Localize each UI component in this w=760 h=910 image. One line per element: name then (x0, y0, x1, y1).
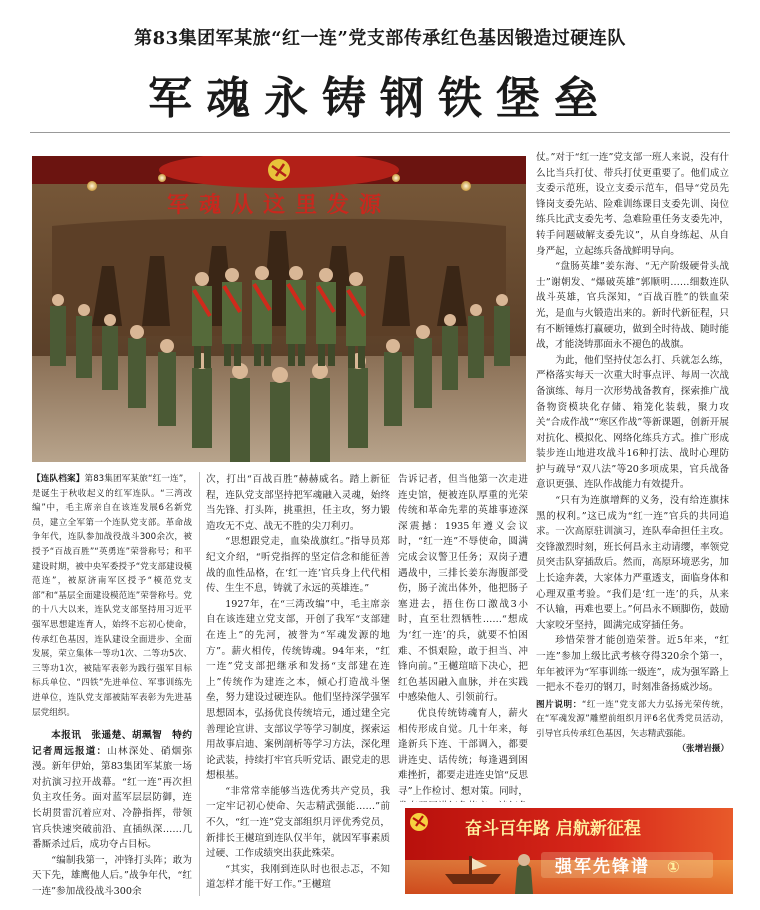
col2-paragraph: 1927年，在“三湾改编”中，毛主席亲自在该连建立党支部，开创了我军“支部建在连上”的先河，被誉为“军魂发源的地方”。薪火相传，传统铸魂。94年来，“红一连”党支部把继承和发扬“支部建在连上”传统作为建连之本，倾心打造战斗堡垒，努力建设过硬连队。他们坚持深学强军思想固本，弘扬优良传统培元，通过建全完善理论宣讲、支部议学等学习制度，探索运用故事启迪、案例剖析等学习方法，深化理论武装，持续打牢官兵听党话、跟党走的思想根基。 (206, 598, 390, 782)
col4-paragraph: “盘肠英雄”姜东海、“无产阶级硬骨头战士”谢朝发、“爆破英雄”郭顺明……细数连队战斗英雄，官兵深知，“百战百胜”的铁血荣光，是血与火锻造出来的。新时代新征程，只有不断锤炼打赢硬功，做到全时待战、随时能战，才能浇铸那面永不褪色的战旗。 (536, 261, 729, 351)
col3-paragraph: 告诉记者，但当他第一次走进连史馆，便被连队厚重的光荣传统和革命先辈的英雄事迹深深震撼：1935年遵义会议时，“红一连”不辱使命，圆满完成会议警卫任务；双岗子遭遇战中，三排长姜东海腹部受伤，肠子流出体外，他把肠子塞进去，捂住伤口激战3小时，直至壮烈牺牲……“想成为‘红一连’的兵，就要不怕困难、不惧艰险，敢于担当、冲锋向前。”王樾瑄暗下决心，把红色基因融入血脉，并在实践中感染他人、引领前行。 (398, 474, 528, 704)
article-photo (32, 156, 526, 462)
caption-credit: （张增岩摄） (677, 743, 729, 754)
unit-profile-label: 【连队档案】 (32, 474, 85, 484)
photo-wall-text: 军魂从这里发源 (166, 193, 392, 218)
col1-paragraph: “编制我第一，冲锋打头阵；敢为天下先，雄鹰他人后。”战争年代，“红一连”参加战役战斗300余 (32, 854, 192, 898)
photo-illustration (32, 156, 526, 462)
column-3 (398, 472, 528, 802)
headline-divider (30, 132, 730, 133)
column-divider (199, 472, 200, 896)
column-2 (206, 472, 390, 898)
col4-paragraph: “只有为连旗增辉的义务，没有给连旗抹黑的权利。”这已成为“红一连”官兵的共同追求。一次高原驻训演习，连队奉命担任主攻。交锋激烈时刻，班长何昌永主动请缨，率领党员突击队穿插敌后。然而，高原环境恶劣，加上长途奔袭，大家体力严重透支，面临身体和心理双重考验。“我们是‘红一连’的兵，从来不认输，再难也要上。”何昌永不顾脚伤，鼓励大家咬牙坚持，圆满完成穿插任务。 (536, 495, 729, 631)
col2-paragraph: “其实，我刚到连队时也很忐忑，不知道怎样才能干好工作。”王樾瑄 (206, 863, 390, 891)
article-subtitle: 第83集团军某旅“红一连”党支部传承红色基因锻造过硬连队 (134, 28, 626, 49)
unit-profile-box (32, 472, 192, 720)
col2-paragraph: 次，打出“百战百胜”赫赫威名。踏上新征程，连队党支部坚持把军魂融入灵魂，始终当先锋、打头阵，挑重担，任主攻，努力锻造攻无不克、战无不胜的尖刀利刃。 (206, 474, 390, 532)
col3-paragraph: 优良传统铸魂育人，薪火相传形成自觉。几十年来，每逢新兵下连、干部调入，都要讲连史、话传统；每逢遇到困难挫折，都要走进连史馆“反思寻”上作检讨、想对策。同时， (398, 707, 528, 797)
banner-title: 奋斗百年路 启航新征程 (465, 819, 641, 839)
photo-caption (536, 698, 729, 756)
col2-paragraph: “非常常幸能够当选优秀共产党员，我一定牢记初心使命、矢志精武强能……”前不久，“红一连”党支部组织月评优秀党员，新排长王樾瑄到连队仅半年，就因军事素质过硬、工作成绩突出获此殊荣。 (206, 785, 390, 860)
col4-paragraph: 珍惜荣誉才能创造荣誉。近5年来，“红一连”参加上级比武考核夺得320余个第一，年年被评为“军事训练一级连”，成为强军路上一把永不卷刃的钢刀，时刻准备扬威沙场。 (536, 635, 729, 694)
article-headline: 军魂永铸钢铁堡垒 (148, 73, 612, 124)
banner-series: 强军先锋谱 (555, 857, 650, 877)
byline: 本报讯 张遥楚、胡珮智 特约记者周远报道： (32, 730, 192, 757)
banner-graphic (405, 808, 733, 894)
banner-number: ① (667, 858, 680, 876)
unit-profile-text: 第83集团军某旅“红一连”，是诞生于秋收起义的红军连队。“三湾改编”中，毛主席亲自在该连发展6名新党员，建立全军第一个连队党支部。革命战争年代，连队参加战役战斗300余次，被授予“百战百胜”“英勇连”荣誉称号；和平建设时期，被中央军委授予“党支部建设模范连”，被原济南军区授予“模范党支部”和“基层全面建设模范连”荣誉称号。党的十八大以来，连队党支部坚持用习近平强军思想建连育人，始终不忘初心使命，传承红色基因，连队建设全面进步、全面发展，荣立集体一等功1次、二等功5次、三等功1次，被陆军表彰为践行强军目标标兵单位、“四铁”先进单位、军事训练先进单位，连队党支部被陆军表彰为先进基层党组织。 (32, 474, 192, 718)
caption-label: 图片说明： (536, 699, 582, 710)
caption-text: “红一连”党支部大力弘扬光荣传统，在“军魂发源”雕塑前组织月评6名优秀党员活动，引导官兵传承红色基因，矢志精武强能。 (536, 699, 729, 739)
column-4 (536, 150, 729, 802)
col4-paragraph: 为此，他们坚持仗怎么打、兵就怎么练，严格落实每天一次重大时事点评、每周一次战备演练、每月一次形势战备教育，探索推广战备物资模块化存储、箱笼化装载，聚力攻关“合成作战”“寒区作战”等新课题，创新开展对抗化、模拟化、网络化练兵方式。推广形成装步连山地进攻战斗16种打法、战时心理防护与疏导“双八法”等20多项成果，官兵战备意识更强、连队作战能力有效提升。 (536, 354, 729, 491)
series-banner (405, 808, 733, 894)
col4-paragraph: 仗。”对于“红一连”党支部一班人来说，没有什么比当兵打仗、带兵打仗更重要了。他们成立支委示范班，设立支委示范车，倡导“党员先锋岗支委先站、险难训练课目支委先训、岗位练兵比武支委先考、急难险重任务支委先冲，转手问题破解支委先议”，从自身练起、从自身严起，立起练兵备战鲜明导向。 (536, 152, 729, 257)
col2-paragraph: “思想跟党走，血染战旗红。”指导员郑纪文介绍，“听党指挥的坚定信念和能征善战的血性品格，在‘红一连’官兵身上代代相传、生生不息，铸就了永远的英雄连。” (206, 536, 390, 595)
col1-paragraph: 山林深处、硝烟弥漫。新年伊始，第83集团军某旅一场对抗演习拉开战幕。“红一连”再次担负主攻任务。面对蓝军层层防御，连长胡贯雷沉着应对、冷静指挥，带领官兵快速突破前沿、直插纵深……几番厮杀过后，成功夺占目标。 (32, 745, 192, 851)
column-1 (32, 472, 192, 898)
